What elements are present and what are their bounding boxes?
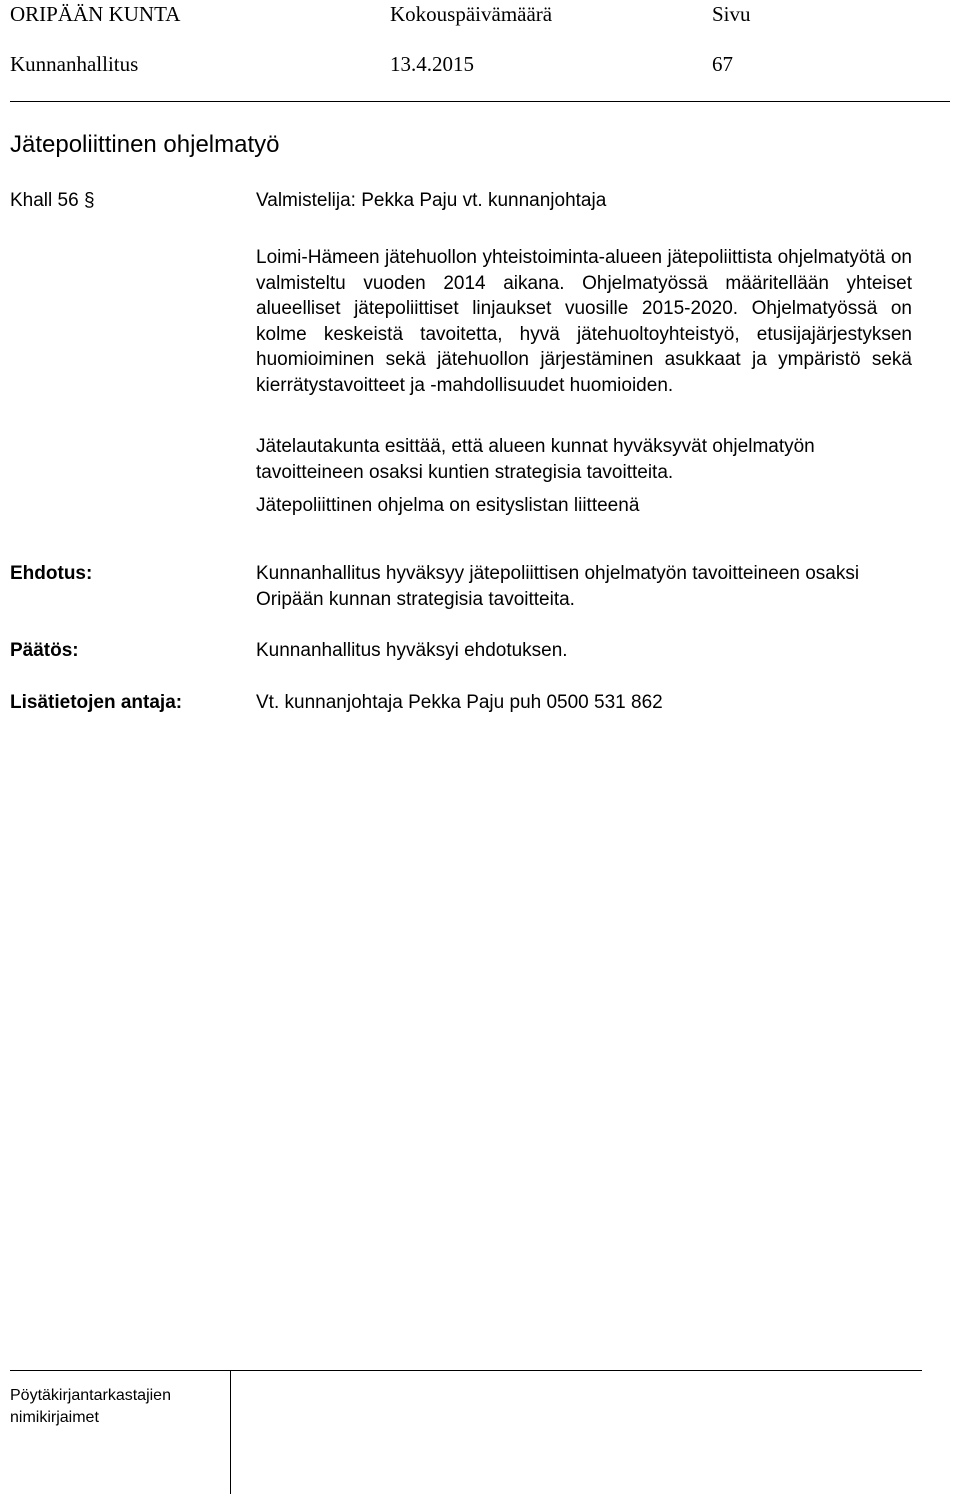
paragraph-attachment: Jätepoliittinen ohjelma on esityslistan liitteenä bbox=[256, 495, 640, 516]
item-title: Jätepoliittinen ohjelmatyö bbox=[10, 131, 280, 158]
meeting-date: 13.4.2015 bbox=[390, 52, 474, 76]
proposal-label: Ehdotus: bbox=[10, 563, 93, 584]
preparer: Valmistelija: Pekka Paju vt. kunnanjohtaja bbox=[256, 190, 607, 211]
footer-rule bbox=[10, 1370, 922, 1371]
info-text: Vt. kunnanjohtaja Pekka Paju puh 0500 531 862 bbox=[256, 692, 663, 713]
page-label: Sivu bbox=[712, 2, 751, 26]
decision-text: Kunnanhallitus hyväksyi ehdotuksen. bbox=[256, 640, 568, 661]
header-rule bbox=[10, 101, 950, 102]
body-name: Kunnanhallitus bbox=[10, 52, 139, 76]
page-number: 67 bbox=[712, 52, 733, 76]
paragraph-proposal-board: Jätelautakunta esittää, että alueen kunnat hyväksyvät ohjelmatyön tavoitteineen osaksi kuntien strategisia tavoitteita. bbox=[256, 436, 815, 483]
footer-label-line2: nimikirjaimet bbox=[10, 1409, 99, 1426]
paragraph-background: Loimi-Hämeen jätehuollon yhteistoiminta-alueen jätepoliittista ohjelmatyötä on valmisteltu vuoden 2014 aikana. Ohjelmatyössä määritellään yhteiset alueelliset jätepoliittiset linjaukset vuosille 2015-2020. Ohjelmatyössä on kolme keskeistä tavoitetta, hyvä jätehuoltoyhteistyö, etusijajärjestyksen huomioiminen sekä jätehuollon järjestäminen asukkaat ja ympäristö sekä kierrätystavoitteet ja -mahdollisuudet huomioiden. bbox=[256, 247, 912, 396]
municipality-name: ORIPÄÄN KUNTA bbox=[10, 2, 181, 26]
footer-label-line1: Pöytäkirjantarkastajien bbox=[10, 1387, 171, 1404]
decision-label: Päätös: bbox=[10, 640, 79, 661]
section-ref: Khall 56 § bbox=[10, 190, 95, 211]
date-label: Kokouspäivämäärä bbox=[390, 2, 553, 26]
footer-divider bbox=[230, 1370, 231, 1494]
proposal-text: Kunnanhallitus hyväksyy jätepoliittisen ohjelmatyön tavoitteineen osaksi Oripään kunnan strategisia tavoitteita. bbox=[256, 563, 860, 610]
info-label: Lisätietojen antaja: bbox=[10, 692, 183, 713]
